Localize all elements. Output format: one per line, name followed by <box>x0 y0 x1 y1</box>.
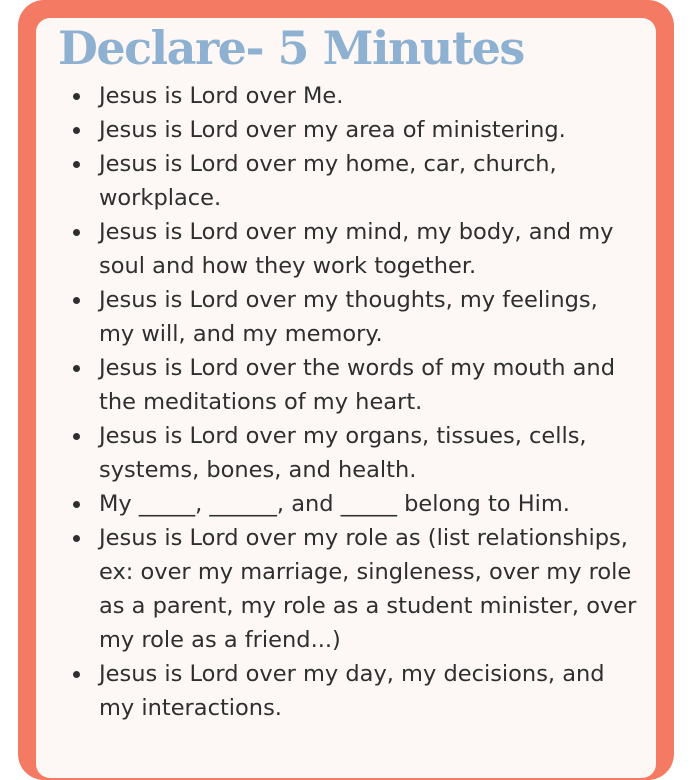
bullet-icon <box>73 127 80 134</box>
bullet-icon <box>73 671 80 678</box>
list-item <box>68 113 638 147</box>
list-item-text: Jesus is Lord over the words of my mouth and the meditations of my heart. <box>99 355 615 415</box>
list-item-text: Jesus is Lord over my role as (list relationships, ex: over my marriage, singleness, over my role as a parent, my role as a student minister, over my role as a friend...) <box>99 525 637 653</box>
list-item-text: Jesus is Lord over my home, car, church, workplace. <box>99 151 557 211</box>
bullet-icon <box>73 365 80 372</box>
bullet-icon <box>73 535 80 542</box>
list-item <box>68 521 638 657</box>
page-title: Declare- 5 Minutes <box>58 21 524 75</box>
bullet-icon <box>73 93 80 100</box>
list-item <box>68 215 638 283</box>
list-item-text: Jesus is Lord over Me. <box>99 83 344 109</box>
list-item-text: Jesus is Lord over my mind, my body, and my soul and how they work together. <box>99 219 614 279</box>
bullet-icon <box>73 433 80 440</box>
bullet-icon <box>73 161 80 168</box>
list-item-text: My _____, ______, and _____ belong to Him. <box>99 491 570 517</box>
list-item <box>68 487 638 521</box>
list-item <box>68 147 638 215</box>
list-item <box>68 657 638 725</box>
bullet-icon <box>73 297 80 304</box>
list-item-text: Jesus is Lord over my area of ministering. <box>99 117 566 143</box>
bullet-icon <box>73 229 80 236</box>
list-item <box>68 283 638 351</box>
declaration-list <box>68 79 638 725</box>
list-item <box>68 351 638 419</box>
list-item-text: Jesus is Lord over my day, my decisions, and my interactions. <box>99 661 605 721</box>
list-item <box>68 79 638 113</box>
list-item <box>68 419 638 487</box>
list-item-text: Jesus is Lord over my thoughts, my feelings, my will, and my memory. <box>99 287 598 347</box>
list-item-text: Jesus is Lord over my organs, tissues, cells, systems, bones, and health. <box>99 423 587 483</box>
bullet-icon <box>73 501 80 508</box>
